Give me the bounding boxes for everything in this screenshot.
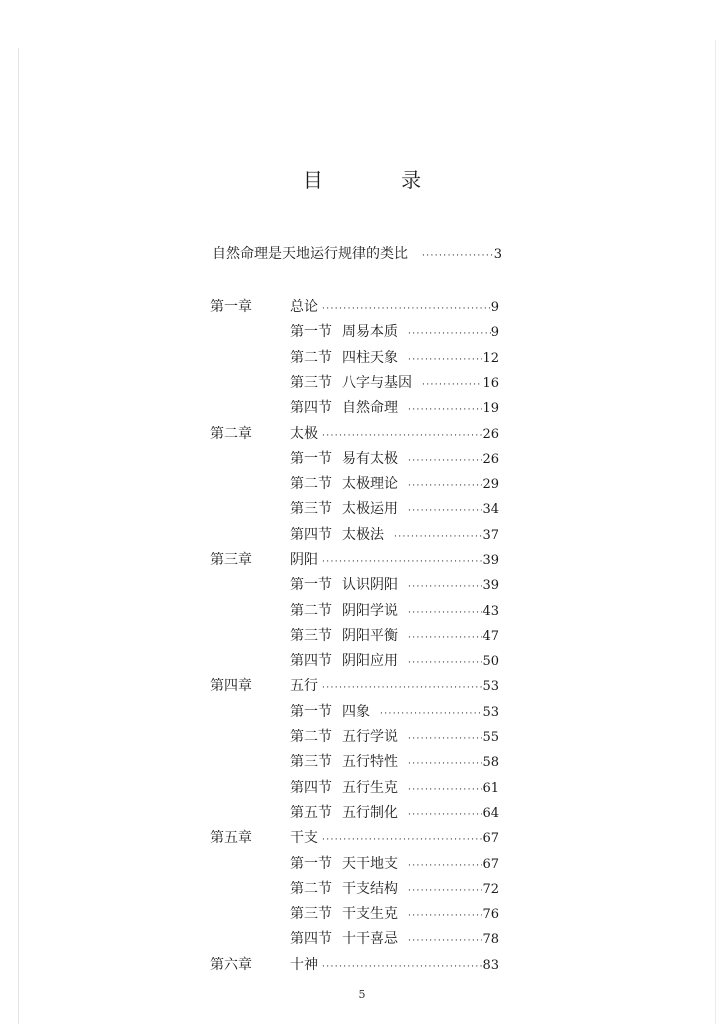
section-page: 72 (482, 882, 499, 897)
chapter-page: 9 (490, 300, 499, 315)
section-page: 67 (482, 857, 499, 872)
leader-dots (408, 576, 482, 598)
leader-dots (394, 526, 482, 548)
toc-section-row (290, 878, 499, 900)
section-name: 五行制化 (342, 805, 398, 821)
leader-dots (322, 551, 482, 573)
section-label: 第二节 (290, 603, 332, 619)
section-label: 第四节 (290, 400, 332, 416)
section-name: 五行生克 (342, 780, 398, 796)
toc-intro-text: 自然命理是天地运行规律的类比 (212, 246, 408, 262)
chapter-label: 第三章 (210, 552, 252, 568)
toc-intro-page: 3 (493, 247, 502, 262)
section-label: 第二节 (290, 350, 332, 366)
section-label: 第一节 (290, 856, 332, 872)
section-page: 61 (482, 781, 499, 796)
chapter-name: 干支 (290, 830, 318, 846)
section-name: 自然命理 (342, 400, 398, 416)
section-page: 58 (482, 755, 499, 770)
toc-chapter-row (210, 675, 499, 697)
chapter-name: 太极 (290, 426, 318, 442)
section-page: 26 (482, 452, 499, 467)
leader-dots (408, 728, 482, 750)
toc-section-row (290, 777, 499, 799)
page-title: 目 录 (302, 168, 458, 192)
chapter-page: 67 (482, 831, 499, 846)
section-name: 五行学说 (342, 729, 398, 745)
section-page: 55 (482, 730, 499, 745)
section-name: 干支结构 (342, 881, 398, 897)
section-name: 十干喜忌 (342, 931, 398, 947)
section-name: 周易本质 (342, 324, 398, 340)
section-label: 第四节 (290, 931, 332, 947)
leader-dots (408, 779, 482, 801)
section-name: 天干地支 (342, 856, 398, 872)
section-label: 第三节 (290, 628, 332, 644)
leader-dots (408, 323, 491, 345)
chapter-label: 第六章 (210, 957, 252, 973)
section-name: 四象 (342, 704, 370, 720)
section-name: 四柱天象 (342, 350, 398, 366)
chapter-label: 第四章 (210, 678, 252, 694)
leader-dots (422, 245, 494, 267)
section-page: 12 (482, 351, 499, 366)
section-name: 八字与基因 (342, 375, 412, 391)
section-label: 第二节 (290, 476, 332, 492)
leader-dots (408, 804, 482, 826)
section-name: 太极运用 (342, 501, 398, 517)
chapter-name: 十神 (290, 957, 318, 973)
leader-dots (408, 627, 482, 649)
leader-dots (408, 753, 482, 775)
toc-section-row (290, 321, 499, 343)
leader-dots (322, 829, 482, 851)
toc-section-row (290, 397, 499, 419)
leader-dots (408, 602, 482, 624)
section-page: 39 (482, 578, 499, 593)
leader-dots (322, 425, 482, 447)
section-name: 干支生克 (342, 906, 398, 922)
section-label: 第二节 (290, 729, 332, 745)
toc-section-row (290, 650, 499, 672)
toc-intro-row (212, 243, 502, 265)
section-page: 47 (482, 629, 499, 644)
chapter-page: 83 (482, 958, 499, 973)
leader-dots (408, 450, 482, 472)
section-page: 19 (482, 401, 499, 416)
section-label: 第一节 (290, 324, 332, 340)
section-name: 阴阳平衡 (342, 628, 398, 644)
toc-chapter-row (210, 549, 499, 571)
leader-dots (322, 956, 482, 978)
section-page: 64 (482, 806, 499, 821)
section-label: 第一节 (290, 704, 332, 720)
toc-chapter-row (210, 827, 499, 849)
section-name: 太极法 (342, 527, 384, 543)
section-label: 第三节 (290, 375, 332, 391)
section-name: 易有太极 (342, 451, 398, 467)
leader-dots (408, 349, 482, 371)
leader-dots (408, 880, 482, 902)
toc-section-row (290, 600, 499, 622)
leader-dots (408, 399, 482, 421)
toc-section-row (290, 498, 499, 520)
toc-section-row (290, 448, 499, 470)
leader-dots (408, 652, 482, 674)
toc-section-row (290, 625, 499, 647)
section-label: 第五节 (290, 805, 332, 821)
toc-chapter-row (210, 954, 499, 976)
leader-dots (322, 677, 482, 699)
section-label: 第四节 (290, 653, 332, 669)
section-page: 29 (482, 477, 499, 492)
section-label: 第二节 (290, 881, 332, 897)
section-page: 53 (482, 705, 499, 720)
section-label: 第三节 (290, 906, 332, 922)
toc-chapter-row (210, 296, 499, 318)
chapter-page: 39 (482, 553, 499, 568)
section-page: 78 (482, 932, 499, 947)
toc-section-row (290, 701, 499, 723)
section-page: 34 (482, 502, 499, 517)
chapter-name: 五行 (290, 678, 318, 694)
section-page: 50 (482, 654, 499, 669)
section-page: 43 (482, 604, 499, 619)
toc-section-row (290, 853, 499, 875)
leader-dots (408, 500, 482, 522)
section-name: 太极理论 (342, 476, 398, 492)
section-label: 第一节 (290, 577, 332, 593)
chapter-label: 第五章 (210, 830, 252, 846)
toc-chapter-row (210, 423, 499, 445)
section-label: 第一节 (290, 451, 332, 467)
toc-section-row (290, 802, 499, 824)
chapter-name: 阴阳 (290, 552, 318, 568)
chapter-label: 第一章 (210, 299, 252, 315)
section-label: 第四节 (290, 780, 332, 796)
section-label: 第三节 (290, 501, 332, 517)
section-page: 16 (482, 376, 499, 391)
toc-section-row (290, 347, 499, 369)
toc-section-row (290, 372, 499, 394)
leader-dots (408, 855, 482, 877)
toc-section-row (290, 574, 499, 596)
toc-section-row (290, 473, 499, 495)
chapter-label: 第二章 (210, 426, 252, 442)
section-label: 第三节 (290, 754, 332, 770)
section-page: 37 (482, 528, 499, 543)
toc-section-row (290, 903, 499, 925)
toc-section-row (290, 524, 499, 546)
toc-section-row (290, 751, 499, 773)
section-name: 阴阳学说 (342, 603, 398, 619)
leader-dots (422, 374, 482, 396)
leader-dots (408, 905, 482, 927)
chapter-page: 26 (482, 427, 499, 442)
section-label: 第四节 (290, 527, 332, 543)
page-number: 5 (358, 988, 366, 1001)
leader-dots (380, 703, 482, 725)
leader-dots (408, 475, 482, 497)
section-page: 76 (482, 907, 499, 922)
section-name: 五行特性 (342, 754, 398, 770)
leader-dots (408, 930, 482, 952)
section-page: 9 (490, 325, 499, 340)
chapter-name: 总论 (290, 299, 318, 315)
toc-section-row (290, 928, 499, 950)
section-name: 阴阳应用 (342, 653, 398, 669)
section-name: 认识阴阳 (342, 577, 398, 593)
leader-dots (322, 298, 491, 320)
chapter-page: 53 (482, 679, 499, 694)
toc-section-row (290, 726, 499, 748)
